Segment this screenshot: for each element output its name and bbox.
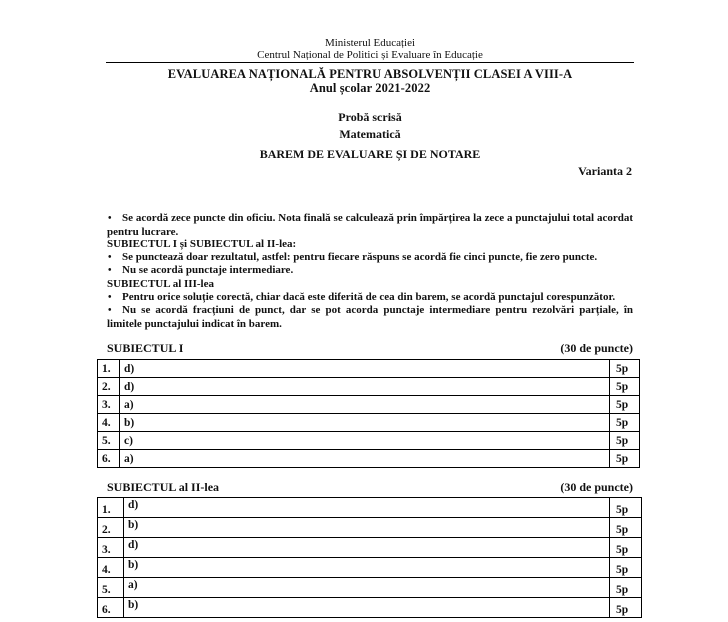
- subject1-title: SUBIECTUL I: [107, 341, 184, 355]
- header-rule: [106, 62, 634, 63]
- table-row: [98, 598, 642, 618]
- item-number: 2.: [98, 378, 120, 396]
- item-points: 5p: [610, 598, 642, 618]
- school-year: Anul școlar 2021-2022: [309, 81, 431, 95]
- item-points: 5p: [610, 558, 642, 578]
- exam-title: EVALUAREA NAȚIONALĂ PENTRU ABSOLVENȚII CLASEI A VIII-A: [167, 67, 573, 81]
- subject2-title: SUBIECTUL al II-lea: [107, 480, 220, 494]
- rules-heading-subjects-1-2: SUBIECTUL I și SUBIECTUL al II-lea:: [107, 238, 297, 251]
- item-number: 4.: [98, 414, 120, 432]
- item-points: 5p: [610, 518, 642, 538]
- table-row: [98, 360, 640, 378]
- item-points: 5p: [610, 538, 642, 558]
- subject1-answer-table: [97, 359, 640, 468]
- rule-any-correct-solution: • Pentru orice soluție corectă, chiar dacă este diferită de cea din barem, se acordă punctajul corespunzător.: [107, 291, 633, 305]
- ministry-name: Ministerul Educației: [324, 37, 416, 49]
- item-answer: a): [120, 396, 610, 414]
- item-number: 5.: [98, 432, 120, 450]
- table-row: [98, 414, 640, 432]
- table-row: [98, 378, 640, 396]
- table-row: [98, 578, 642, 598]
- table-row: [98, 518, 642, 538]
- item-answer: c): [120, 432, 610, 450]
- item-number: 5.: [98, 578, 124, 598]
- subject-name: Matematică: [339, 127, 401, 141]
- table-row: [98, 432, 640, 450]
- rule-result-only: • Se punctează doar rezultatul, astfel: pentru fiecare răspuns se acordă fie cinci puncte, fie zero puncte.: [107, 251, 633, 265]
- item-answer: d): [120, 378, 610, 396]
- subject2-header: [107, 480, 633, 495]
- item-points: 5p: [610, 432, 640, 450]
- variant-label: Varianta 2: [578, 164, 632, 178]
- item-number: 1.: [98, 360, 120, 378]
- table-row: [98, 558, 642, 578]
- test-type: Probă scrisă: [338, 110, 402, 124]
- table-row: [98, 450, 640, 468]
- item-points: 5p: [610, 498, 642, 518]
- table-row: [98, 396, 640, 414]
- item-number: 1.: [98, 498, 124, 518]
- table-row: [98, 498, 642, 518]
- item-answer: b): [120, 414, 610, 432]
- item-answer: a): [124, 578, 610, 598]
- item-points: 5p: [610, 378, 640, 396]
- item-number: 3.: [98, 396, 120, 414]
- subject2-answer-table: [97, 497, 642, 618]
- center-name: Centrul Național de Politici și Evaluare în Educație: [257, 49, 483, 61]
- subject2-points: (30 de puncte): [560, 480, 633, 494]
- subject1-header: [107, 341, 633, 356]
- item-answer: d): [124, 538, 610, 558]
- item-points: 5p: [610, 578, 642, 598]
- item-points: 5p: [610, 450, 640, 468]
- item-number: 3.: [98, 538, 124, 558]
- item-number: 6.: [98, 598, 124, 618]
- rules-heading-subject-3: SUBIECTUL al III-lea: [107, 277, 214, 290]
- item-answer: b): [124, 558, 610, 578]
- item-answer: a): [120, 450, 610, 468]
- item-answer: d): [120, 360, 610, 378]
- item-answer: d): [124, 498, 610, 518]
- item-number: 6.: [98, 450, 120, 468]
- item-points: 5p: [610, 396, 640, 414]
- rule-no-fractions: • Nu se acordă fracțiuni de punct, dar se pot acorda punctaje intermediare pentru rezolvări parțiale, în limitele punctajului indicat în barem.: [107, 304, 633, 330]
- grading-rules: [107, 212, 633, 330]
- item-answer: b): [124, 518, 610, 538]
- document-title: BAREM DE EVALUARE ȘI DE NOTARE: [259, 147, 481, 161]
- rule-official-points: • Se acordă zece puncte din oficiu. Nota finală se calculează prin împărțirea la zece a punctajului total acordat pentru lucrare.: [107, 212, 633, 238]
- item-number: 4.: [98, 558, 124, 578]
- item-points: 5p: [610, 414, 640, 432]
- table-row: [98, 538, 642, 558]
- item-points: 5p: [610, 360, 640, 378]
- rule-no-intermediate: • Nu se acordă punctaje intermediare.: [107, 264, 633, 278]
- item-answer: b): [124, 598, 610, 618]
- item-number: 2.: [98, 518, 124, 538]
- subject1-points: (30 de puncte): [560, 341, 633, 355]
